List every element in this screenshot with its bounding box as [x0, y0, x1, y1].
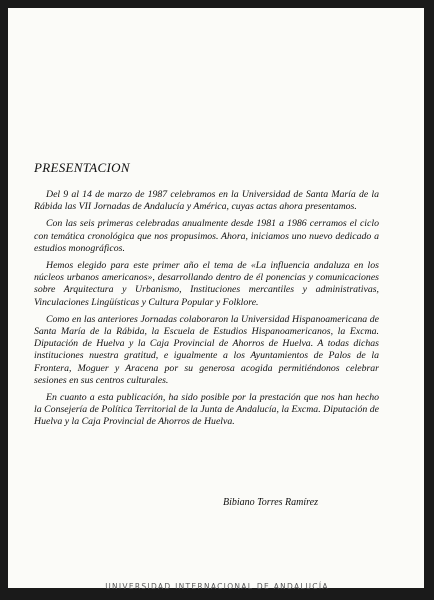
body-text	[34, 189, 379, 434]
paragraph: Hemos elegido para este primer año el tema de «La influencia andaluza en los núcleos urbanos americanos», desarrollando dentro de él ponencias y comunicaciones sobre Arquitectura y Urbanismo, Instituciones mercantiles y administrativas, Vinculaciones Lingüísticas y Cultura Popular y Folklore.	[34, 260, 379, 308]
paragraph: En cuanto a esta publicación, ha sido posible por la prestación que nos han hecho la Consejería de Política Territorial de la Junta de Andalucía, la Excma. Diputación de Huelva y la Caja Provincial de Ahorros de Huelva.	[34, 392, 379, 428]
page-title: PRESENTACION	[34, 160, 130, 175]
paragraph: Como en las anteriores Jornadas colaboraron la Universidad Hispanoamericana de Santa María de la Rábida, la Escuela de Estudios Hispanoamericanos, la Excma. Diputación de Huelva y la Caja Provincial de Ahorros de Huelva. A todas dichas instituciones nuestra gratitud, e igualmente a los Ayuntamientos de Palos de la Frontera, Moguer y Aracena por su generosa acogida permitiéndonos celebrar sesiones en sus centros culturales.	[34, 313, 379, 386]
paragraph: Del 9 al 14 de marzo de 1987 celebramos en la Universidad de Santa María de la Rábida las VII Jornadas de Andalucía y América, cuyas actas ahora presentamos.	[34, 189, 379, 213]
paragraph: Con las seis primeras celebradas anualmente desde 1981 a 1986 cerramos el ciclo con temática cronológica que nos propusimos. Ahora, iniciamos uno nuevo dedicado a estudios monográficos.	[34, 218, 379, 254]
document-page	[8, 8, 424, 588]
author-signature: Bibiano Torres Ramírez	[223, 497, 319, 508]
watermark: UNIVERSIDAD INTERNACIONAL DE ANDALUCÍA	[105, 582, 329, 591]
